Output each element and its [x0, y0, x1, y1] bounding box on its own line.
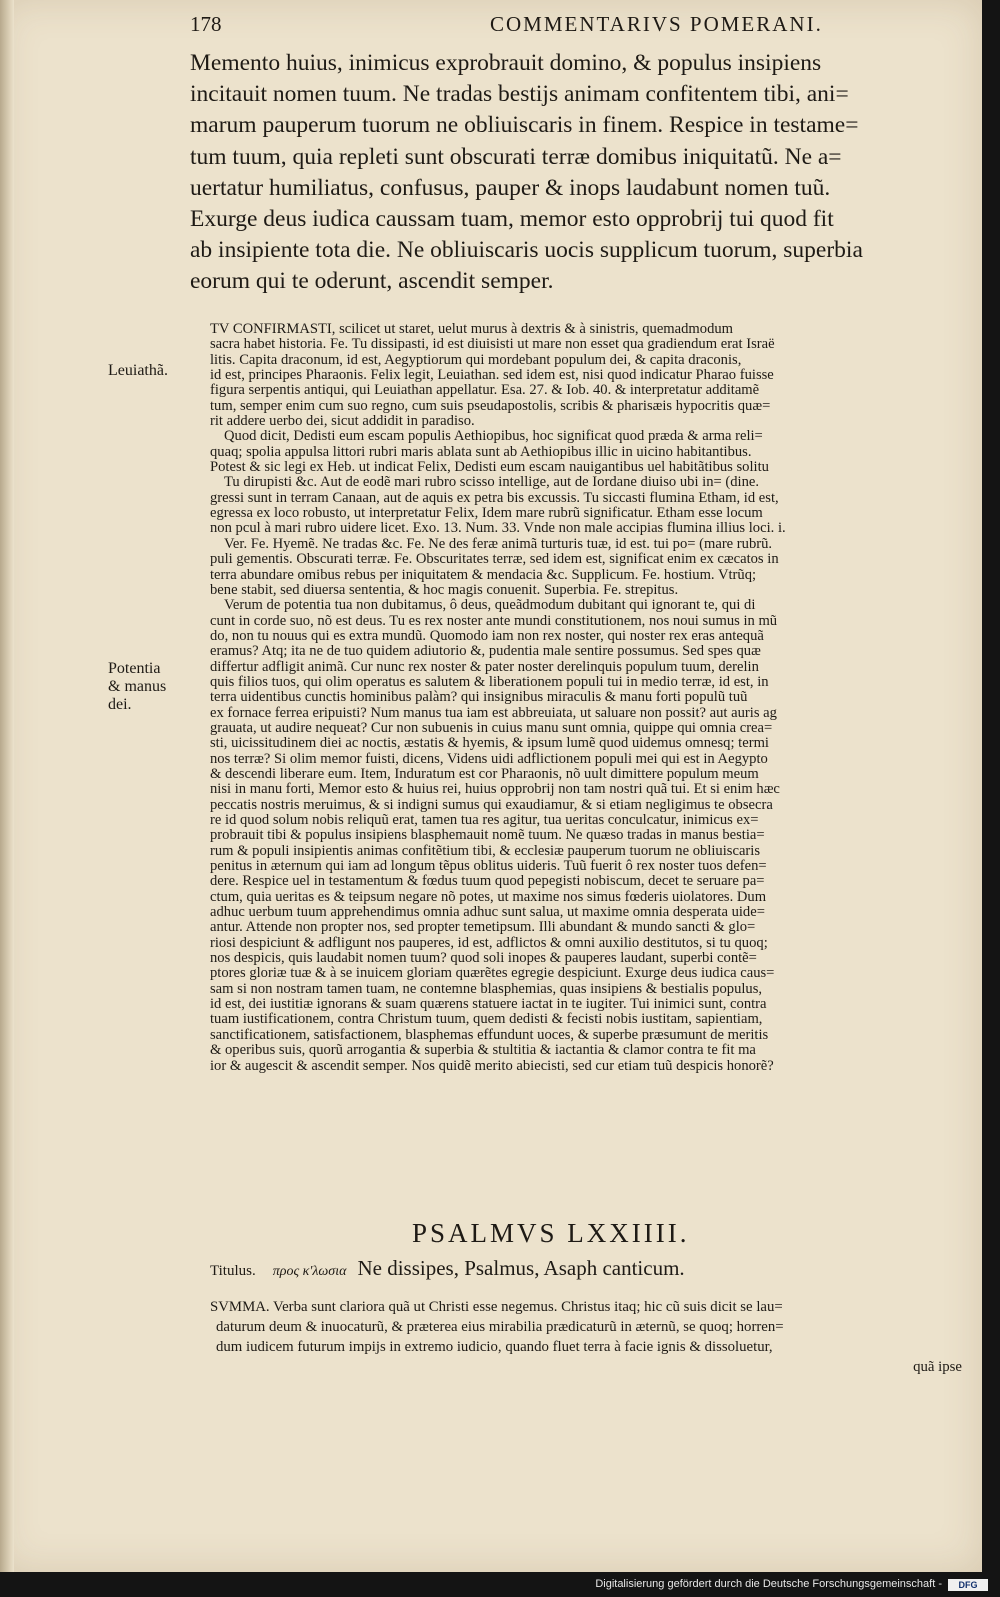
commentary-line: cunt in corde suo, nõ est deus. Tu es rex noster ante mundi constitutionem, nos noui sumus in mũ	[210, 613, 778, 629]
psalm-verse-text	[190, 48, 965, 298]
commentary-line: id est, principes Pharaonis. Felix legit, Leuiathan. sed idem est, nisi quod indicatur Pharao fuisse	[210, 368, 774, 384]
commentary-line: eramus? Atq; ita ne de tuo quidem adiutorio &, pudentia male sentire possumus. Sed spes quæ	[210, 644, 761, 660]
commentary-line: Tu dirupisti &c. Aut de eodẽ mari rubro scisso intellige, aut de Iordane diuiso ubi in= (dine.	[224, 475, 760, 491]
commentary-line: do, non tu nouus qui es extra mundũ. Quomodo iam non rex noster, qui noster rex eras antequã	[210, 628, 764, 644]
verse-line: ab insipiente tota die. Ne obliuiscaris uocis supplicum tuorum, superbia	[190, 237, 863, 264]
margin-note-potentia	[108, 660, 166, 714]
margin-note-line: Leuiathã.	[108, 362, 168, 379]
commentary-line: tum, semper enim cum suo regno, cum suis pseudapostolis, scribis & pharisæis hypocritis quæ=	[210, 398, 771, 414]
margin-note-line: Potentia	[108, 660, 161, 677]
commentary-line: rit addere uerbo dei, sicut addidit in paradiso.	[210, 414, 475, 430]
summa-line: SVMMA. Verba sunt clariora quã ut Christi esse negemus. Christus itaq; hic cũ suis dicit se lau=	[210, 1299, 783, 1315]
summa-line: dum iudicem futurum impijs in extremo iudicio, quando fluet terra à facie ignis & dissoluetur,	[216, 1339, 773, 1355]
commentary-line: sanctificationem, satisfactionem, blasphemas effundunt uoces, & superbe præsumunt de meritis	[210, 1027, 769, 1043]
commentary-line: peccatis nostris meruimus, & si indigni sumus qui exaudiamur, & si etiam negligimus te obsecra	[210, 797, 773, 813]
commentary-line: Quod dicit, Dedisti eum escam populis Aethiopibus, hoc significat quod præda & arma reli=	[224, 429, 763, 445]
commentary-line: TV CONFIRMASTI, scilicet ut staret, uelut murus à dextris & à sinistris, quemadmodum	[210, 322, 734, 337]
commentary-line: Potest & sic legi ex Heb. ut indicat Felix, Dedisti eum escam nauigantibus uel habitãtibus solitu	[210, 460, 769, 476]
commentary-line: differtur adfligit animã. Cur nunc rex noster & pater noster derelinquis populum tuum, derelin	[210, 659, 759, 675]
running-head: COMMENTARIVS POMERANI.	[490, 12, 823, 36]
commentary-line: egressa ex loco robusto, ut interpretatur Felix, Idem mare rubrũ significatur. Etham esse locum	[210, 506, 763, 522]
commentary-line: nisi in manu forti, Memor esto & huius rei, huius opprobrij non tam nostri quã tui. Et si enim hæc	[210, 782, 780, 798]
commentary-line: ior & augescit & ascendit semper. Nos quidẽ merito abiecisti, sed cur etiam tuũ despicis honorẽ?	[210, 1058, 774, 1074]
commentary-line: terra abundare omibus rebus per iniquitatem & mendacia &c. Supplicum. Fe. hostium. Vtrũq;	[210, 567, 757, 583]
commentary-line: non pcul à mari rubro uidere licet. Exo. 13. Num. 33. Vnde non male accipias flumina illius loci. i.	[210, 521, 786, 537]
commentary-line: gressi sunt in terram Canaan, aut de aquis ex petra bis excussis. Tu siccasti flumina Etham, id est,	[210, 490, 779, 506]
commentary-line: litis. Capita draconum, id est, Aegyptiorum qui mordebant populum dei, & capita draconis,	[210, 352, 742, 368]
digitization-footer	[0, 1572, 1000, 1597]
commentary-line: bene stabit, sed diuersa sententia, & hoc magis conuenit. Superbia. Fe. strepitus.	[210, 582, 679, 598]
summa-line: daturum deum & inuocaturũ, & præterea eius mirabilia prædicaturũ in æternũ, se quoq; horren=	[216, 1319, 784, 1335]
commentary-line: tuam iustificationem, contra Christum tuum, quem dedisti & fecisti nobis iustitam, sapientiam,	[210, 1012, 763, 1028]
page-header	[190, 10, 970, 40]
commentary-line: ctum, quia ueritas es & teipsum negare nõ potes, ut maxime nos simus fœderis uiolatores. Dum	[210, 889, 767, 905]
summa-catchword: quã ipse	[913, 1359, 962, 1375]
commentary-text	[210, 322, 962, 1074]
commentary-line: figura serpentis antiqui, qui Leuiathan appellatur. Esa. 27. & Iob. 40. & interpretatur additamẽ	[210, 383, 760, 399]
commentary-line: sacra habet historia. Fe. Tu dissipasti, id est diuisisti ut mare non esset qua gradiendum erat Israë	[210, 337, 775, 353]
commentary-line: puli gementis. Obscurati terræ. Fe. Obscuritates terræ, sed idem est, significat enim ex cæcatos in	[210, 552, 779, 568]
verse-line: tum tuum, quia repleti sunt obscurati terræ domibus iniquitatũ. Ne a=	[190, 143, 842, 170]
psalm-title-line	[210, 1256, 970, 1281]
commentary-line: terra uidentibus cunctis hominibus palàm? qui insignibus miraculis & manu forti populũ tuũ	[210, 690, 748, 706]
titulus-text: Ne dissipes, Psalmus, Asaph canticum.	[357, 1256, 685, 1280]
commentary-line: rum & populi insipientis animas confitẽtium tibi, & ecclesiæ pauperum tuorum ne obliuiscaris	[210, 843, 761, 859]
verse-line: eorum qui te oderunt, ascendit semper.	[190, 268, 554, 295]
commentary-line: quaq; spolia appulsa littori rubri maris ablata sunt ab Aethiopibus illic in uicino habitantibus.	[210, 444, 752, 460]
commentary-line: sti, uicissitudinem diei ac noctis, æstatis & hyemis, & ipsum lumẽ quod uidemus omnesq; termi	[210, 736, 769, 752]
commentary-line: nos terræ? Si olim memor fuisti, dicens, Videns uidi adflictionem populi mei qui est in Aegypto	[210, 751, 768, 767]
psalm-heading: PSALMVS LXXIIII.	[412, 1218, 690, 1248]
footer-credit: Digitalisierung gefördert durch die Deutsche Forschungsgemeinschaft -	[595, 1578, 942, 1590]
margin-note-line: dei.	[108, 696, 132, 713]
commentary-line: id est, dei iustitiæ ignorans & suam quærens statuere iactat in te iugiter. Tui inimici sunt, contra	[210, 997, 767, 1013]
margin-note-leviathan	[108, 362, 168, 380]
commentary-line: riosi despiciunt & adfligunt nos pauperes, id est, adflictos & omni auxilio destitutos, si tu quoq;	[210, 935, 768, 951]
commentary-line: re id quod solum nobis reliquũ erat, tamen tua res agitur, tua ueritas conculcatur, inimicus ex=	[210, 813, 759, 828]
verse-line: incitauit nomen tuum. Ne tradas bestijs animam confitentem tibi, ani=	[190, 81, 849, 108]
commentary-line: sam si non nostram tamen tuam, ne contemne blasphemias, quas insipiens & bestialis populus,	[210, 981, 763, 997]
commentary-line: penitus in æternum qui iam ad longum tẽpus oblitus uideris. Tuũ fuerit ô rex noster tuos defen=	[210, 859, 767, 875]
margin-note-line: & manus	[108, 678, 167, 695]
commentary-line: nos despicis, quis laudabit nomen tuum? quod soli inopes & pauperes laudant, superbi contẽ=	[210, 951, 757, 967]
commentary-line: antur. Attende non propter nos, sed propter temetipsum. Illi abundant & mundo sancti & glo=	[210, 920, 756, 936]
commentary-line: dere. Respice uel in testamentum & fœdus tuum quod pepegisti nobiscum, decet te seruare pa=	[210, 874, 765, 890]
verse-line: Exurge deus iudica caussam tuam, memor esto opprobrij tui quod fit	[190, 206, 834, 233]
commentary-line: ex fornace ferrea eripuisti? Num manus tua iam est abbreuiata, ut saluare non possit? aut auris ag	[210, 705, 777, 721]
commentary-line: & descendi liberare eum. Item, Induratum est cor Pharaonis, nõ uult dimittere populum meum	[210, 766, 759, 782]
summa-text	[210, 1297, 962, 1377]
verse-line: uertatur humiliatus, confusus, pauper & inops laudabunt nomen tuũ.	[190, 174, 831, 201]
page-number: 178	[190, 12, 222, 36]
commentary-line: Ver. Fe. Hyemẽ. Ne tradas &c. Fe. Ne des feræ animã turturis tuæ, id est. tui po= (mare rubrũ.	[224, 536, 773, 552]
commentary-line: Verum de potentia tua non dubitamus, ô deus, queãdmodum dubitant qui ignorant te, qui di	[224, 598, 756, 614]
dfg-logo: DFG	[948, 1579, 988, 1591]
verse-line: Memento huius, inimicus exprobrauit domino, & populus insipiens	[190, 50, 822, 76]
page-gutter	[0, 0, 14, 1572]
commentary-line: ptores gloriæ tuæ & à se inuicem gloriam quærẽtes egregie despiciunt. Exurge deus iudica caus=	[210, 966, 775, 982]
titulus-label: Titulus.	[210, 1263, 256, 1279]
commentary-line: & operibus suis, quorũ arrogantia & superbia & stultitia & iactantia & clamor contra te fit ma	[210, 1043, 756, 1059]
commentary-line: grauata, ut audire nequeat? Cur non subuenis in cuius manu sunt omnia, quippe qui omnia crea=	[210, 720, 773, 736]
commentary-line: adhuc uerbum tuum apprehendimus omnia adhuc sunt salua, ut maxime omnia desperata uide=	[210, 905, 765, 921]
commentary-line: quis filios tuos, qui olim operatus es salutem & liberationem populi tui in medio terræ, id est, in	[210, 674, 769, 690]
verse-line: marum pauperum tuorum ne obliuiscaris in finem. Respice in testame=	[190, 112, 859, 139]
commentary-line: probrauit tibi & populus insipiens blasphemauit nomẽ tuum. Ne quæso tradas in manus bestia=	[210, 828, 765, 844]
titulus-greek: προς κ'λωσια	[272, 1264, 347, 1279]
